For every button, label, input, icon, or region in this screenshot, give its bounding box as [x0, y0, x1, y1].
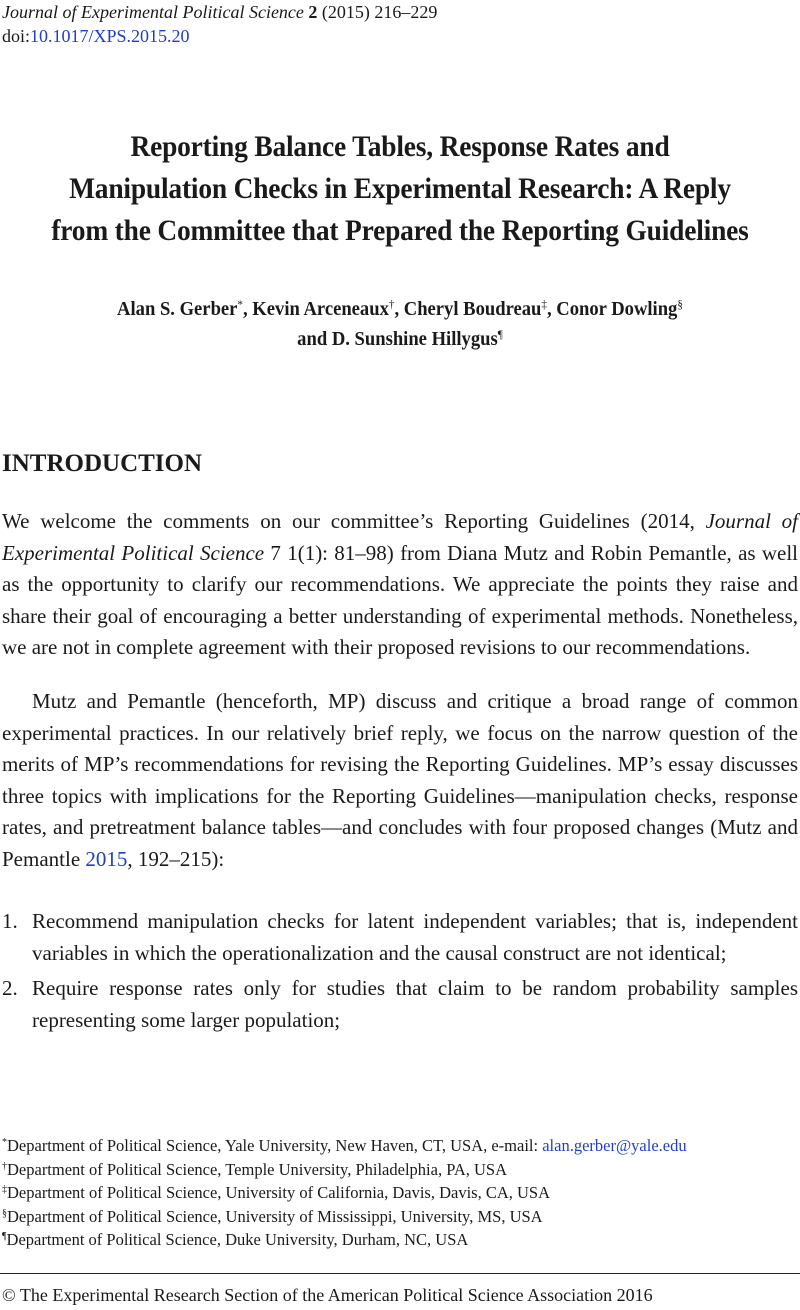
- paragraph-text: 7 1(1): 81–98) from Diana Mutz and Robin Pemantle, as well as the opportunity to clarify our recommendations. We appreciate the points they raise and share their goal of encouraging a better understanding of experimental methods. Nonetheless, we are not in complete agreement with their proposed revisions to our recommendations.: [2, 540, 799, 659]
- doi-link[interactable]: 10.1017/XPS.2015.20: [30, 26, 190, 46]
- article-title: [28, 126, 772, 252]
- author-affiliation-mark: §: [677, 297, 683, 311]
- author-affiliation-mark: †: [388, 297, 395, 311]
- title-line-3: from the Committee that Prepared the Reporting Guidelines: [51, 215, 749, 247]
- journal-year-pages: (2015) 216–229: [321, 2, 438, 22]
- author-affiliation-mark: *: [237, 297, 244, 311]
- footnote: [2, 1158, 800, 1182]
- footnote: [2, 1205, 800, 1229]
- author-name: D. Sunshine Hillygus: [331, 328, 498, 350]
- title-line-2: Manipulation Checks in Experimental Research: A Reply: [69, 173, 731, 205]
- footnote-text: Department of Political Science, Duke University, Durham, NC, USA: [6, 1230, 469, 1249]
- list-number: 2.: [2, 976, 18, 1000]
- footnote-mark: §: [2, 1207, 7, 1219]
- author-separator: ,: [546, 298, 557, 320]
- intro-paragraph-1: [2, 506, 798, 664]
- footnote-text: Department of Political Science, Temple University, Philadelphia, PA, USA: [7, 1159, 508, 1179]
- copyright-notice: © The Experimental Research Section of the American Political Science Association 2016: [2, 1285, 653, 1305]
- list-text: Recommend manipulation checks for latent independent variables; that is, independent variables in which the operationalization and the causal construct are not identical;: [32, 909, 798, 965]
- doi-line: [2, 24, 437, 48]
- author-line-2: [28, 324, 772, 354]
- list-text: Require response rates only for studies that claim to be random probability samples representing some larger population;: [32, 976, 798, 1032]
- footnote-text: Department of Political Science, Yale University, New Haven, CT, USA, e-mail:: [7, 1136, 543, 1155]
- author-line-1: [28, 294, 772, 324]
- footnote-mark: ¶: [2, 1231, 7, 1242]
- journal-title-italic: Journal of Experimental Political Science: [2, 509, 798, 565]
- list-item: [2, 973, 798, 1036]
- footnote-mark: *: [2, 1137, 7, 1148]
- title-line-1: Reporting Balance Tables, Response Rates and: [130, 131, 670, 163]
- author-separator: ,: [243, 298, 253, 320]
- intro-paragraph-2: [2, 686, 798, 875]
- footnote-mark: †: [2, 1160, 7, 1172]
- journal-volume: 2: [308, 2, 318, 22]
- author-name: Alan S. Gerber: [117, 298, 238, 320]
- footnote: [2, 1181, 800, 1205]
- footnote: [2, 1228, 800, 1252]
- author-name: Cheryl Boudreau: [403, 298, 542, 320]
- citation-link[interactable]: 2015: [85, 846, 128, 871]
- doi-label: doi:: [2, 26, 31, 46]
- proposed-changes-list: [2, 906, 798, 1036]
- footnote-mark: ‡: [2, 1184, 7, 1195]
- email-link[interactable]: alan.gerber@yale.edu: [542, 1136, 687, 1155]
- footnote-text: Department of Political Science, University of California, Davis, Davis, CA, USA: [7, 1183, 551, 1202]
- author-name: Conor Dowling: [556, 298, 678, 320]
- paragraph-text: , 192–215):: [127, 846, 225, 871]
- journal-header: [2, 0, 437, 48]
- author-name: Kevin Arceneaux: [252, 298, 389, 320]
- section-heading: INTRODUCTION: [2, 450, 203, 477]
- paragraph-text: We welcome the comments on our committee’s Reporting Guidelines (2014,: [2, 509, 706, 533]
- author-and: and: [297, 328, 332, 350]
- list-number: 1.: [2, 909, 18, 933]
- author-affiliation-mark: ¶: [497, 327, 503, 341]
- journal-name: Journal of Experimental Political Science: [2, 2, 304, 22]
- list-item: [2, 906, 798, 969]
- affiliation-footnotes: [2, 1134, 800, 1252]
- footer-divider: [0, 1273, 800, 1274]
- footnote: [2, 1134, 800, 1158]
- footnote-text: Department of Political Science, University of Mississippi, University, MS, USA: [7, 1206, 543, 1226]
- author-list: [28, 294, 772, 354]
- author-affiliation-mark: ‡: [541, 297, 547, 311]
- paragraph-text: Mutz and Pemantle (henceforth, MP) discuss and critique a broad range of common experimental practices. In our relatively brief reply, we focus on the narrow question of the merits of MP’s recommendations for revising the Reporting Guidelines. MP’s essay discusses three topics with implications for the Reporting Guidelines—manipulation checks, response rates, and pretreatment balance tables—and concludes with four proposed changes (Mutz and Pemantle: [2, 689, 798, 871]
- journal-citation: [2, 0, 437, 24]
- author-separator: ,: [394, 298, 404, 320]
